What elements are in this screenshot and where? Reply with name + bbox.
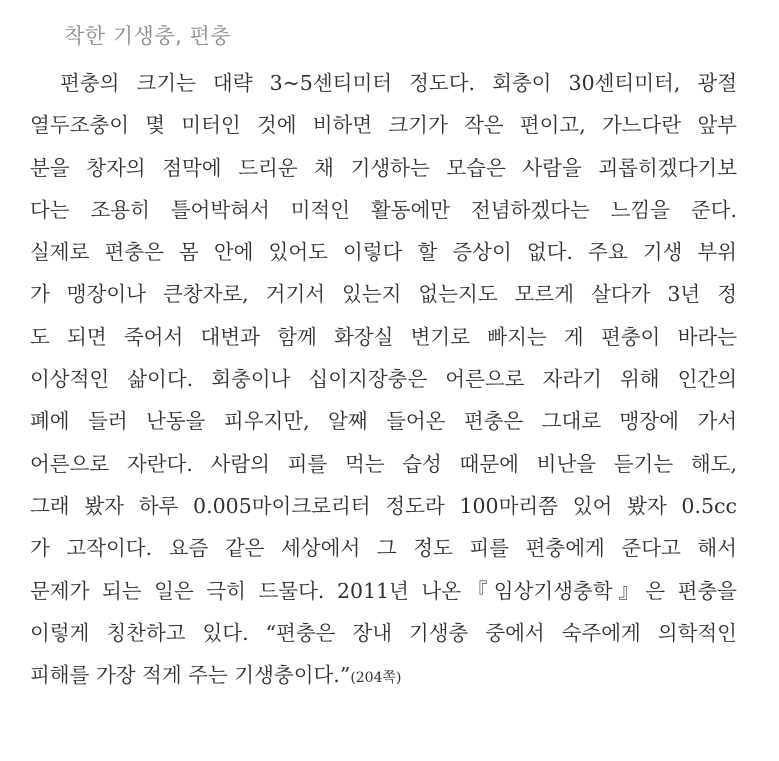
body-paragraph (30, 62, 737, 696)
text-line: 폐에 들러 난동을 피우지만, 알째 들어온 편충은 그대로 맹장에 가서 (30, 409, 737, 434)
text-line: 가 맹장이나 큰창자로, 거기서 있는지 없는지도 모르게 살다가 3년 정 (30, 282, 737, 307)
text-line: 가 고작이다. 요즘 같은 세상에서 그 정도 피를 편충에게 준다고 해서 (30, 536, 737, 561)
text-line: 다는 조용히 틀어박혀서 미적인 활동에만 전념하겠다는 느낌을 준다. (30, 197, 737, 222)
text-line: 어른으로 자란다. 사람의 피를 먹는 습성 때문에 비난을 듣기는 해도, (30, 451, 737, 476)
text-line: 이렇게 칭찬하고 있다. “편충은 장내 기생충 중에서 숙주에게 의학적인 (30, 620, 737, 645)
text-line-content: 피해를 가장 적게 주는 기생충이다.” (30, 663, 351, 688)
text-line: 열두조충이 몇 미터인 것에 비하면 크기가 작은 편이고, 가느다란 앞부 (30, 113, 737, 138)
text-line: 문제가 되는 일은 극히 드물다. 2011년 나온『임상기생충학』은 편충을 (30, 578, 737, 603)
text-line: 이상적인 삶이다. 회충이나 십이지장충은 어른으로 자라기 위해 인간의 (30, 367, 737, 392)
text-line: 실제로 편충은 몸 안에 있어도 이렇다 할 증상이 없다. 주요 기생 부위 (30, 240, 737, 265)
text-line: 그래 봤자 하루 0.005마이크로리터 정도라 100마리쯤 있어 봤자 0.5cc (30, 493, 737, 518)
text-line-last (30, 654, 737, 696)
text-line: 편충의 크기는 대략 3~5센티미터 정도다. 회충이 30센티미터, 광절 (60, 71, 737, 95)
text-line: 도 되면 죽어서 대변과 함께 화장실 변기로 빠지는 게 편충이 바라는 (30, 324, 737, 349)
text-line: 분을 창자의 점막에 드리운 채 기생하는 모습은 사람을 괴롭히겠다기보 (30, 155, 737, 180)
page-citation: (204쪽) (350, 670, 402, 687)
section-heading: 착한 기생충, 편충 (64, 24, 232, 48)
